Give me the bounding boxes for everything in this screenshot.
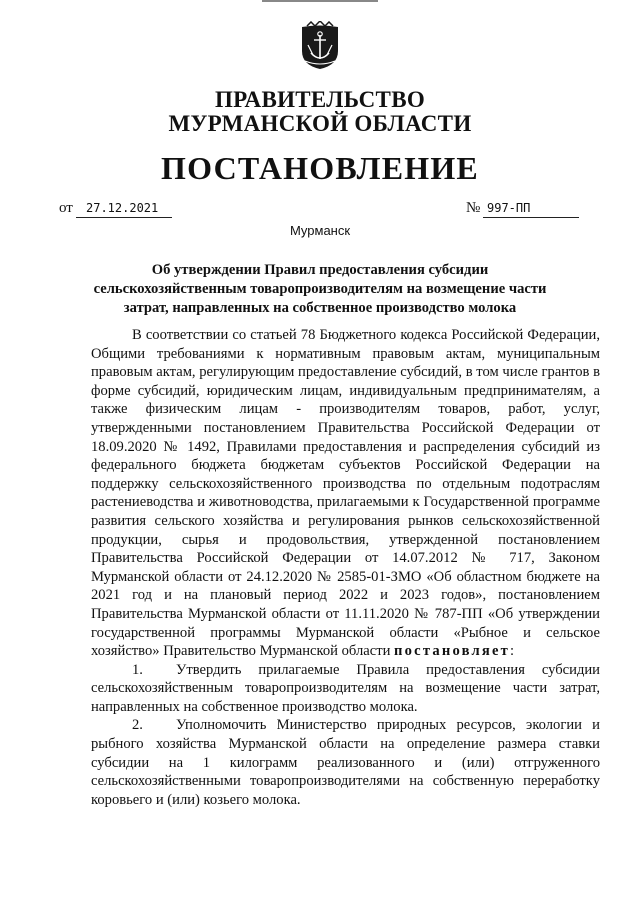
decree-word: постановляет [394,643,511,660]
preamble-text: В соответствии со статьей 78 Бюджетного кодекса Российской Федерации, Общими требованиями к нормативным правовым актам, муниципальным правовым актам, регулирующим предоставление субсидий, в том числе грантов в форме субсидий, юридическим лицам, индивидуальным предпринимателям, а также физическим лицам - производителям товаров, работ, услуг, утвержденными постановлением Правительства Российской Федерации от 18.09.2020 № 1492, Правилами предоставления и распределения субсидий из федерального бюджета бюджетам субъектов Российской Федерации на поддержку сельскохозяйственного производства по отдельным подотраслям растениеводства и животноводства, прилагаемыми к Государственной программе развития сельского хозяйства и регулирования рынков сельскохозяйственной продукции, сырья и продовольствия, утвержденной постановлением Правительства Российской Федерации от 14.07.2012 № 717, Законом Мурманской области от 24.12.2020 № 2585-01-ЗМО «Об областном бюджете на 2021 год и на плановый период 2022 и 2023 годов», постановлением Правительства Мурманской области от 11.11.2020 № 787-ПП «Об утверждении государственной программы Мурманской области «Рыбное и сельское хозяйство» Правительство Мурманской области [91,327,600,660]
title-line1: Об утверждении Правил предоставления субсидии [151,262,489,278]
document-number: 997-ПП [483,201,579,218]
scan-top-line [262,0,378,6]
document-title [92,261,548,318]
item-text: Уполномочить Министерство природных ресурсов, экологии и рыбного хозяйства Мурманской области на определение размера ставки субсидии на 1 килограмм реализованного и (или) отгруженного сельскохозяйственными товаропроизводителями на собственную переработку коровьего и (или) козьего молока. [91,717,600,808]
item-text: Утвердить прилагаемые Правила предоставления субсидии сельскохозяйственным товаропроизводителям на возмещение части затрат, направленных на собственное производство молока. [91,661,600,715]
decree-colon: : [510,643,515,660]
document-type: ПОСТАНОВЛЕНИЕ [161,150,479,186]
item-paragraph [91,716,600,809]
org-name-line1: ПРАВИТЕЛЬСТВО [214,87,426,112]
number-prefix: № [466,200,481,216]
document-body [91,326,600,809]
preamble-paragraph [91,326,600,661]
org-name-line2: МУРМАНСКОЙ ОБЛАСТИ [168,111,472,136]
coat-of-arms-emblem-icon [299,21,341,71]
title-line2: сельскохозяйственным товаропроизводителям на возмещение части [93,281,547,297]
date-prefix: от [59,200,73,216]
title-line3: затрат, направленных на собственное производство молока [123,300,517,316]
item-number: 2. [132,717,143,734]
item-paragraph [91,661,600,717]
document-date: 27.12.2021 [76,201,172,218]
city: Мурманск [289,223,351,238]
item-number: 1. [132,661,143,678]
